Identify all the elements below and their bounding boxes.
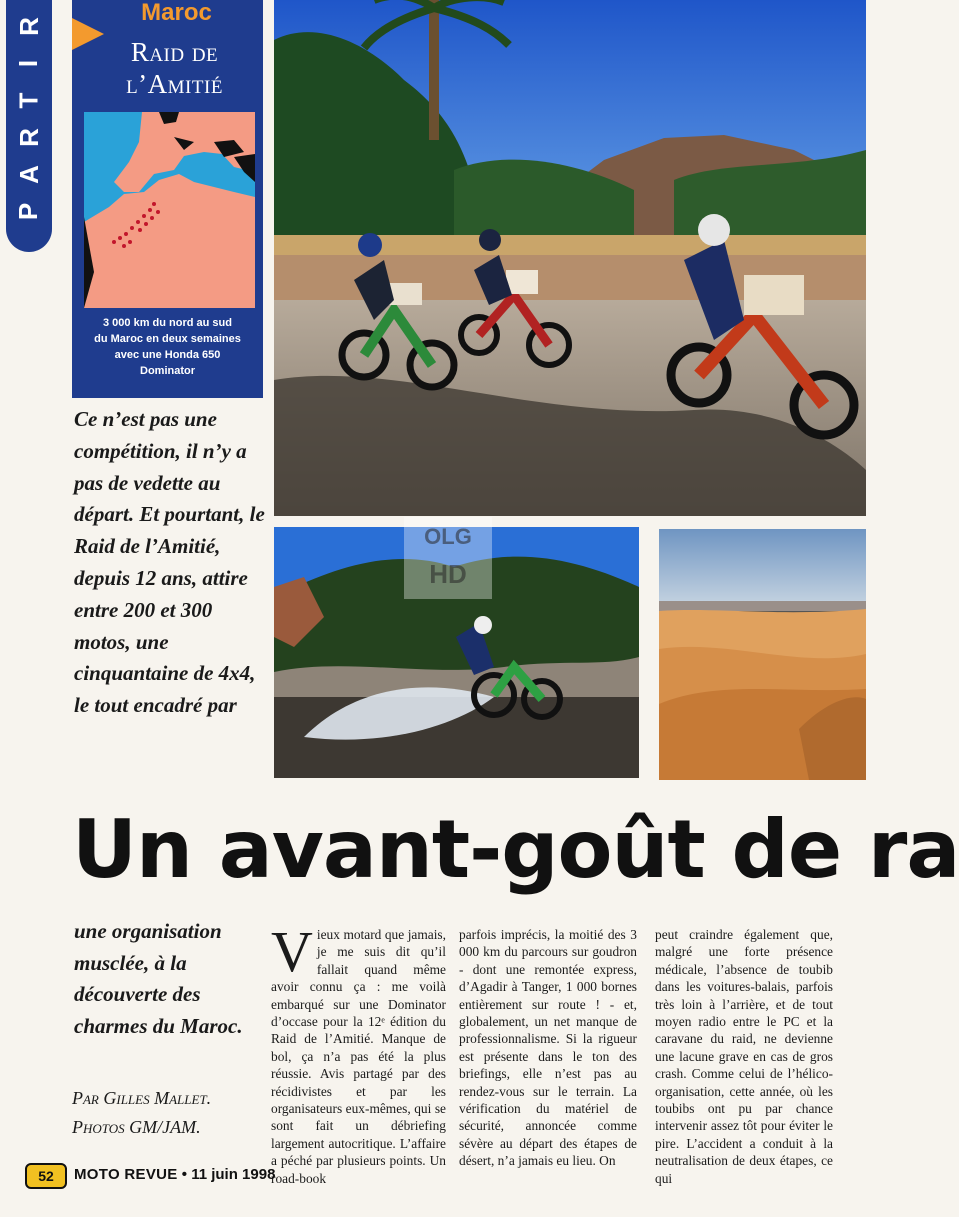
info-box-country: Maroc [141, 0, 212, 26]
info-box-caption-line2: du Maroc en deux semaines [94, 333, 241, 345]
drop-cap: V [271, 919, 313, 984]
info-box-title-line2: l’Amitié [126, 69, 223, 99]
info-box-caption [82, 315, 253, 379]
section-tab-letter: I [13, 59, 44, 68]
watermark [404, 517, 492, 599]
footer-separator: • [181, 1166, 188, 1183]
morocco-map [84, 112, 255, 308]
section-tab-letters [6, 8, 52, 230]
watermark-line1: OLG [424, 524, 472, 549]
section-tab-letter: R [13, 128, 44, 147]
section-tab-letter: A [13, 165, 44, 184]
byline-photos: Photos GM/JAM. [72, 1117, 201, 1137]
intro-paragraph: Ce n’est pas une compétition, il n’y a pas de vedette au départ. Et pourtant, le Raid de l’Amitié, depuis 12 ans, attire entre 200 et 300 motos, une cinquantaine de 4x4, le tout encadré par [74, 407, 265, 718]
footer-magazine: MOTO REVUE [74, 1166, 178, 1183]
body-column-1-text: ieux motard que jamais, je me suis dit qu’il fallait quand même avoir connu ça : me voilà embarqué sur une Dominator d’occase pour la 12ᵉ édition du Raid de l’Amitié. Manque de bol, ça n’a pas été la plus réussie. Avis partagé par des récidivistes et par les organisateurs eux-mêmes, qui se sont fait un débriefing largement autocritique. L’affaire a péché par plusieurs points. Un road-book [271, 927, 446, 1186]
info-box-caption-line4: Dominator [140, 365, 195, 377]
info-box-title-line1: Raid de [130, 37, 219, 67]
info-box [72, 0, 263, 398]
body-column-2: parfois imprécis, la moitié des 3 000 km du parcours sur goudron - dont une remontée express, d’Agadir à Tanger, 1 000 bornes entièrement sur route ! - et, globalement, un net manque de professionnalisme. Si la rigueur est présente dans le ton des briefings, elle n’est pas au rendez-vous sur le terrain. La vérification du matériel de sécurité, annoncée comme sévère au départ des étapes de désert, n’a jamais eu lieu. On [459, 927, 637, 1169]
footer-date: 11 juin 1998 [191, 1166, 276, 1183]
byline [72, 1084, 211, 1142]
page-number: 52 [25, 1163, 67, 1189]
intro-continuation: une organisation musclée, à la découverte des charmes du Maroc. [74, 919, 243, 1038]
footer [74, 1165, 275, 1185]
section-tab-letter: R [13, 17, 44, 36]
section-tab-letter: P [13, 202, 44, 221]
byline-author: Par Gilles Mallet. [72, 1088, 212, 1108]
photo-water-crossing [274, 524, 639, 778]
body-column-1 [271, 919, 446, 1187]
info-box-title [72, 36, 263, 100]
section-tab [6, 0, 52, 252]
headline: Un avant-goût de ra [72, 803, 959, 896]
photo-desert-dunes [659, 529, 866, 780]
photo-riders-palms [274, 0, 866, 516]
info-box-caption-line1: 3 000 km du nord au sud [103, 317, 232, 329]
watermark-line2: HD [429, 559, 467, 589]
body-column-3: peut craindre également que, malgré une forte présence médicale, l’absence de toubib dans les voitures-balais, parfois très loin à l’arrière, et de tout moyen radio entre le PC et la caravane du raid, ne devienne une lacune grave en cas de gros crash. Comme celui de l’hélico-organisation, cette année, où les toubibs ont pu par chance intervenir assez tôt pour éviter le pire. L’accident a conduit à la neutralisation de deux étapes, ce qui [655, 927, 833, 1186]
info-box-caption-line3: avec une Honda 650 [114, 349, 221, 361]
section-tab-letter: T [13, 92, 44, 109]
